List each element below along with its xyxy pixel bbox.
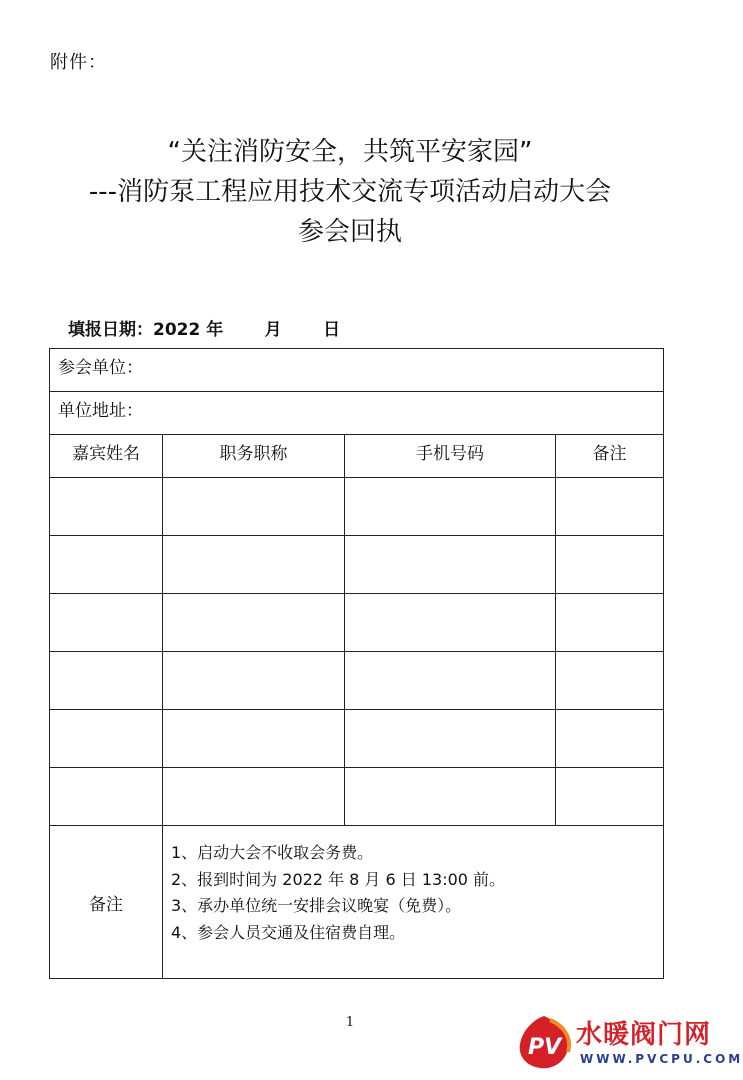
- phone-cell[interactable]: [345, 652, 556, 710]
- phone-cell[interactable]: [345, 536, 556, 594]
- header-phone: 手机号码: [345, 435, 556, 478]
- table-row: [50, 594, 664, 652]
- guest-name-cell[interactable]: [50, 594, 163, 652]
- phone-cell[interactable]: [345, 710, 556, 768]
- attachment-label: 附件：: [50, 52, 107, 73]
- guest-name-cell[interactable]: [50, 710, 163, 768]
- title-line-event: ---消防泵工程应用技术交流专项活动启动大会: [88, 177, 612, 207]
- watermark-domain: WWW.PVCPU.COM: [580, 1052, 743, 1066]
- remarks-cell[interactable]: [556, 478, 664, 536]
- table-row: [50, 768, 664, 826]
- remarks-cell[interactable]: [556, 652, 664, 710]
- site-watermark: [514, 1012, 743, 1072]
- phone-cell[interactable]: [345, 594, 556, 652]
- position-cell[interactable]: [163, 594, 345, 652]
- guest-name-cell[interactable]: [50, 652, 163, 710]
- address-field[interactable]: 单位地址：: [50, 392, 664, 435]
- title-line-receipt: 参会回执: [297, 217, 402, 247]
- note-item: 1、启动大会不收取会务费。: [171, 843, 374, 862]
- remarks-cell[interactable]: [556, 594, 664, 652]
- note-item: 4、参会人员交通及住宿费自理。: [171, 922, 406, 942]
- guest-name-cell[interactable]: [50, 478, 163, 536]
- position-cell[interactable]: [163, 536, 345, 594]
- table-row: [50, 478, 664, 536]
- pv-logo-icon: [514, 1012, 576, 1072]
- remarks-cell[interactable]: [556, 536, 664, 594]
- header-remarks: 备注: [556, 435, 664, 478]
- title-line-slogan: “关注消防安全，共筑平安家园”: [167, 137, 533, 167]
- fill-date: 填报日期：2022 年 月 日: [68, 320, 341, 340]
- position-cell[interactable]: [163, 768, 345, 826]
- table-row: [50, 652, 664, 710]
- table-row: [50, 710, 664, 768]
- header-guest-name: 嘉宾姓名: [50, 435, 163, 478]
- watermark-site-name: 水暖阀门网: [576, 1020, 712, 1050]
- guest-name-cell[interactable]: [50, 768, 163, 826]
- phone-cell[interactable]: [345, 768, 556, 826]
- position-cell[interactable]: [163, 652, 345, 710]
- document-title: [0, 132, 700, 252]
- header-position: 职务职称: [163, 435, 345, 478]
- page-number: 1: [345, 1015, 355, 1030]
- notes-list: [163, 826, 664, 979]
- position-cell[interactable]: [163, 710, 345, 768]
- registration-form: [49, 348, 664, 979]
- guest-name-cell[interactable]: [50, 536, 163, 594]
- table-row: [50, 536, 664, 594]
- note-item: 3、承办单位统一安排会议晚宴（免费）。: [171, 896, 462, 915]
- unit-field[interactable]: 参会单位：: [50, 349, 664, 392]
- notes-label: 备注: [50, 826, 163, 979]
- remarks-cell[interactable]: [556, 768, 664, 826]
- remarks-cell[interactable]: [556, 710, 664, 768]
- position-cell[interactable]: [163, 478, 345, 536]
- pv-logo-text: PV: [528, 1035, 562, 1060]
- phone-cell[interactable]: [345, 478, 556, 536]
- note-item: 2、报到时间为 2022 年 8 月 6 日 13:00 前。: [171, 869, 506, 889]
